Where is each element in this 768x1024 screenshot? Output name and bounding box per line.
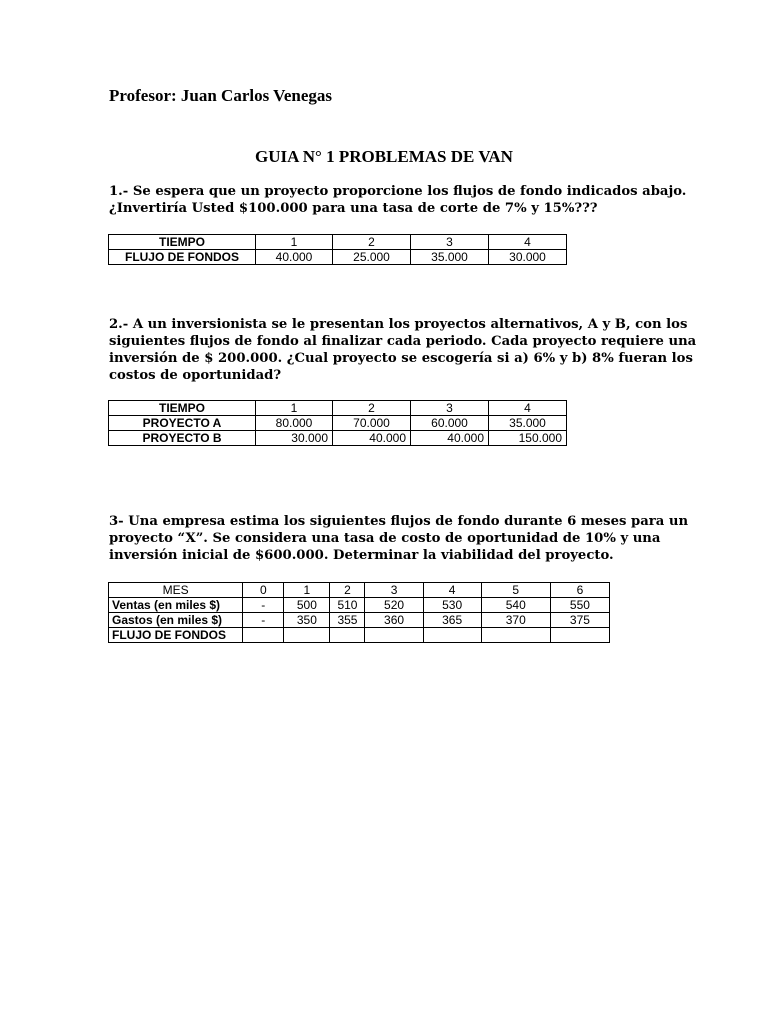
table-row — [109, 416, 567, 431]
table-cell: 80.000 — [256, 416, 333, 431]
problem-2-line: siguientes flujos de fondo al finalizar cada periodo. Cada proyecto requiere una — [109, 334, 697, 349]
problem-1-line: ¿Invertiría Usted $100.000 para una tasa de corte de 7% y 15%??? — [109, 201, 598, 216]
table-cell: - — [243, 598, 284, 613]
table-cell: 360 — [365, 613, 423, 628]
column-header: 6 — [550, 583, 609, 598]
table-cell: 35.000 — [489, 416, 567, 431]
problem-1-text — [109, 183, 687, 217]
table-cell — [481, 628, 550, 643]
column-header: 1 — [256, 401, 333, 416]
table-cell: 550 — [550, 598, 609, 613]
problem-2-line: inversión de $ 200.000. ¿Cual proyecto se escogería si a) 6% y b) 8% fueran los — [109, 351, 693, 366]
row-label: Ventas (en miles $) — [109, 598, 243, 613]
problem-2-text — [109, 316, 697, 384]
table-cell: 500 — [284, 598, 330, 613]
table-cell: 370 — [481, 613, 550, 628]
column-header: 3 — [411, 235, 489, 250]
table-cell: 40.000 — [411, 431, 489, 446]
table-cell: 60.000 — [411, 416, 489, 431]
table-cell — [365, 628, 423, 643]
table-cell: 365 — [423, 613, 481, 628]
page-title: GUIA N° 1 PROBLEMAS DE VAN — [255, 147, 513, 166]
problem-3-line: inversión inicial de $600.000. Determinar la viabilidad del proyecto. — [109, 548, 614, 563]
table-cell — [550, 628, 609, 643]
row-label-header: MES — [109, 583, 243, 598]
table-cell — [284, 628, 330, 643]
table-header-row — [109, 583, 610, 598]
row-label: FLUJO DE FONDOS — [109, 628, 243, 643]
problem-2-line: 2.- A un inversionista se le presentan los proyectos alternativos, A y B, con los — [109, 317, 688, 332]
table-cell: - — [243, 613, 284, 628]
table-cell: 510 — [330, 598, 365, 613]
table-cell: 40.000 — [256, 250, 333, 265]
table-cell: 355 — [330, 613, 365, 628]
problem-3-line: proyecto “X”. Se considera una tasa de costo de oportunidad de 10% y una — [109, 531, 661, 546]
table-cell: 70.000 — [333, 416, 411, 431]
column-header: 1 — [284, 583, 330, 598]
problem-1-line: 1.- Se espera que un proyecto proporcione los flujos de fondo indicados abajo. — [109, 184, 687, 199]
row-label-header: TIEMPO — [109, 401, 256, 416]
column-header: 2 — [333, 401, 411, 416]
table-cell: 540 — [481, 598, 550, 613]
column-header: 4 — [489, 235, 567, 250]
table-header-row — [109, 401, 567, 416]
table-header-row — [109, 235, 567, 250]
column-header: 4 — [489, 401, 567, 416]
problem-2-line: costos de oportunidad? — [109, 368, 282, 383]
table-cell: 40.000 — [333, 431, 411, 446]
table-row — [109, 613, 610, 628]
problem-3-table — [108, 582, 610, 643]
table-cell: 375 — [550, 613, 609, 628]
row-label: Gastos (en miles $) — [109, 613, 243, 628]
table-row — [109, 598, 610, 613]
table-cell — [423, 628, 481, 643]
table-row — [109, 250, 567, 265]
row-label: PROYECTO A — [109, 416, 256, 431]
table-cell: 35.000 — [411, 250, 489, 265]
table-cell: 25.000 — [333, 250, 411, 265]
table-cell — [330, 628, 365, 643]
column-header: 3 — [365, 583, 423, 598]
problem-3-text — [109, 513, 689, 564]
column-header: 5 — [481, 583, 550, 598]
problem-3-line: 3- Una empresa estima los siguientes flujos de fondo durante 6 meses para un — [109, 514, 689, 529]
row-label-header: TIEMPO — [109, 235, 256, 250]
table-cell: 150.000 — [489, 431, 567, 446]
row-label: FLUJO DE FONDOS — [109, 250, 256, 265]
column-header: 2 — [333, 235, 411, 250]
problem-2-table — [108, 400, 567, 446]
professor-name: Profesor: Juan Carlos Venegas — [109, 86, 333, 105]
problem-1-table — [108, 234, 567, 265]
table-cell — [243, 628, 284, 643]
table-cell: 350 — [284, 613, 330, 628]
table-cell: 30.000 — [256, 431, 333, 446]
table-cell: 530 — [423, 598, 481, 613]
column-header: 4 — [423, 583, 481, 598]
column-header: 2 — [330, 583, 365, 598]
row-label: PROYECTO B — [109, 431, 256, 446]
table-row — [109, 628, 610, 643]
table-row — [109, 431, 567, 446]
table-cell: 520 — [365, 598, 423, 613]
table-cell: 30.000 — [489, 250, 567, 265]
column-header: 3 — [411, 401, 489, 416]
column-header: 0 — [243, 583, 284, 598]
column-header: 1 — [256, 235, 333, 250]
